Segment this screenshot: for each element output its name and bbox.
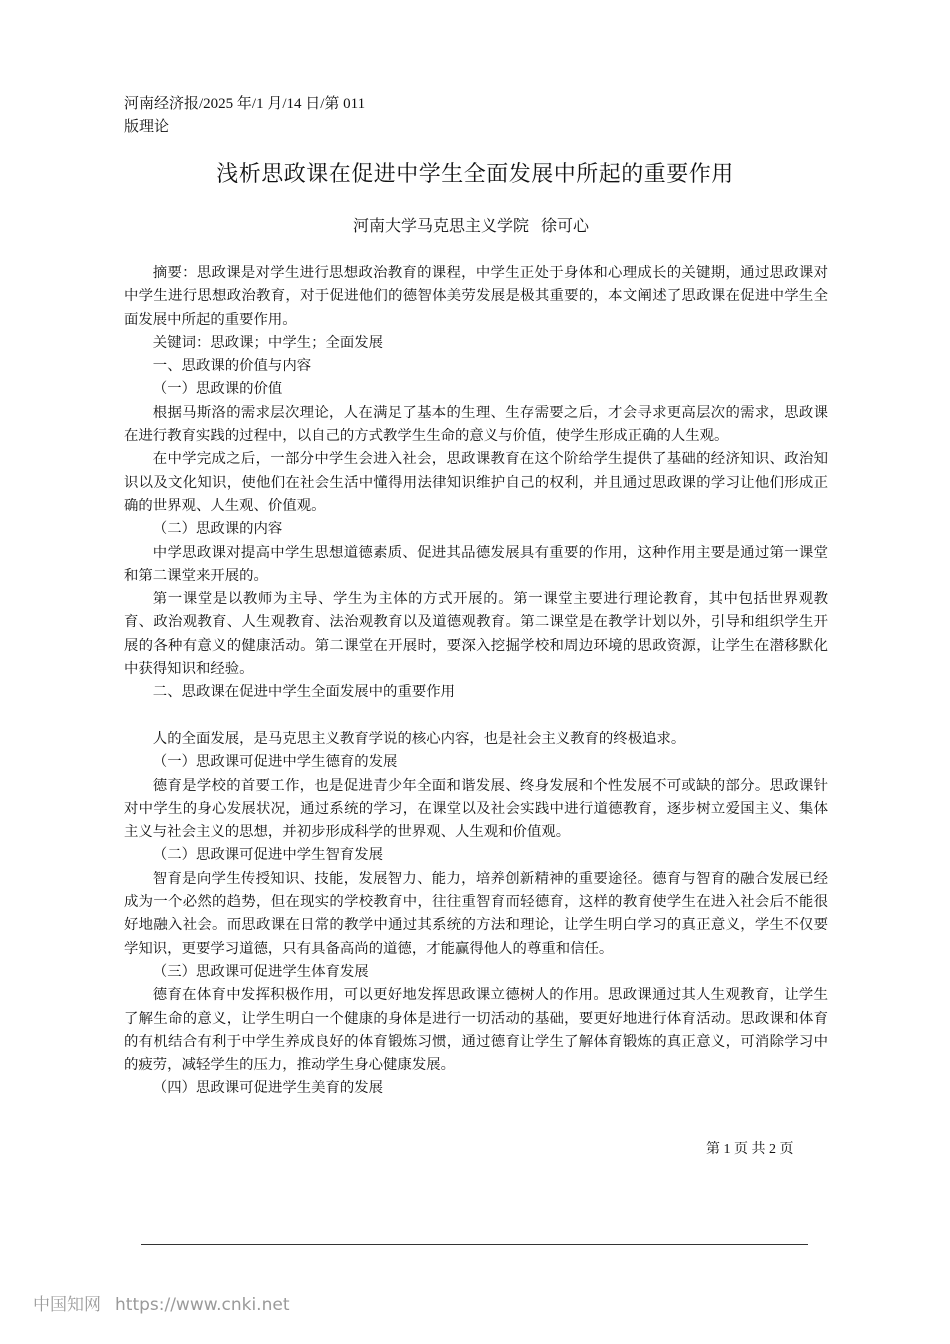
body-paragraph: 智育是向学生传授知识、技能，发展智力、能力，培养创新精神的重要途径。德育与智育的融合发展已经成为一个必然的趋势，但在现实的学校教育中，往往重智育而轻德育，这样的教育使学生在进入社会后不能很好地融入社会。而思政课在日常的教学中通过其系统的方法和理论，让学生明白学习的真正意义，学生不仅要学知识，更要学习道德，只有具备高尚的道德，才能赢得他人的尊重和信任。 xyxy=(124,870,828,957)
body-paragraph: 根据马斯洛的需求层次理论，人在满足了基本的生理、生存需要之后，才会寻求更高层次的需求，思政课在进行教育实践的过程中，以自己的方式教学生生命的意义与价值，使学生形成正确的人生观。 xyxy=(124,404,828,445)
body-paragraph: （一）思政课的价值 xyxy=(152,381,283,398)
body-paragraph: 中学思政课对提高中学生思想道德素质、促进其品德发展具有重要的作用，这种作用主要是通过第一课堂和第二课堂来开展的。 xyxy=(124,544,828,584)
watermark-url: https://www.cnki.net xyxy=(115,1295,290,1315)
footer-divider xyxy=(141,1244,808,1245)
source-line-1: 河南经济报/2025 年/1 月/14 日/第 011 xyxy=(124,96,366,112)
body-paragraph: 关键词：思政课；中学生；全面发展 xyxy=(152,334,384,351)
body-paragraph: 摘要：思政课是对学生进行思想政治教育的课程，中学生正处于身体和心理成长的关键期，通过思政课对中学生进行思想政治教育，对于促进他们的德智体美劳发展是极其重要的，本文阐述了思政课在促进中学生全面发展中所起的重要作用。 xyxy=(124,265,828,328)
author-name: 徐可心 xyxy=(541,216,590,235)
body-paragraph: 第一课堂是以教师为主导、学生为主体的方式开展的。第一课堂主要进行理论教育，其中包括世界观教育、政治观教育、人生观教育、法治观教育以及道德观教育。第二课堂是在教学计划以外，引导和组织学生开展的各种有意义的健康活动。第二课堂在开展时，要深入挖掘学校和周边环境的思政资源，让学生在潜移默化中获得知识和经验。 xyxy=(124,591,828,678)
body-paragraph: 人的全面发展，是马克思主义教育学说的核心内容，也是社会主义教育的终极追求。 xyxy=(152,730,686,747)
author-affiliation: 河南大学马克思主义学院 xyxy=(352,216,529,235)
blank-line xyxy=(124,705,828,728)
article-title: 浅析思政课在促进中学生全面发展中所起的重要作用 xyxy=(216,162,734,187)
body-paragraph: （一）思政课可促进中学生德育的发展 xyxy=(152,754,398,771)
page-number: 第 1 页 共 2 页 xyxy=(706,1142,794,1157)
cnki-watermark xyxy=(33,1292,289,1318)
body-paragraph: 德育在体育中发挥积极作用，可以更好地发挥思政课立德树人的作用。思政课通过其人生观教育，让学生了解生命的意义，让学生明白一个健康的身体是进行一切活动的基础，要更好地进行体育活动。思政课和体育的有机结合有利于中学生养成良好的体育锻炼习惯，通过德育让学生了解体育锻炼的真正意义，可消除学习中的疲劳，减轻学生的压力，推动学生身心健康发展。 xyxy=(124,987,828,1074)
body-paragraph: 二、思政课在促进中学生全面发展中的重要作用 xyxy=(152,684,456,701)
body-paragraph: （二）思政课的内容 xyxy=(152,521,283,538)
body-paragraph: 在中学完成之后，一部分中学生会进入社会，思政课教育在这个阶给学生提供了基础的经济知识、政治知识以及文化知识，使他们在社会生活中懂得用法律知识维护自己的权利，并且通过思政课的学习让他们形成正确的世界观、人生观、价值观。 xyxy=(124,451,828,514)
source-line-2: 版理论 xyxy=(124,119,170,135)
body-paragraph: （四）思政课可促进学生美育的发展 xyxy=(152,1080,384,1097)
body-paragraph: 一、思政课的价值与内容 xyxy=(152,358,312,375)
source-citation xyxy=(124,93,394,139)
body-paragraph: （三）思政课可促进学生体育发展 xyxy=(152,963,369,980)
body-paragraph: （二）思政课可促进中学生智育发展 xyxy=(152,847,384,864)
author-line xyxy=(0,214,942,238)
watermark-brand: 中国知网 xyxy=(33,1295,101,1315)
article-body xyxy=(124,262,828,1101)
body-paragraph: 德育是学校的首要工作，也是促进青少年全面和谐发展、终身发展和个性发展不可或缺的部分。思政课针对中学生的身心发展状况，通过系统的学习，在课堂以及社会实践中进行道德教育，逐步树立爱国主义、集体主义与社会主义的思想，并初步形成科学的世界观、人生观和价值观。 xyxy=(124,777,828,841)
